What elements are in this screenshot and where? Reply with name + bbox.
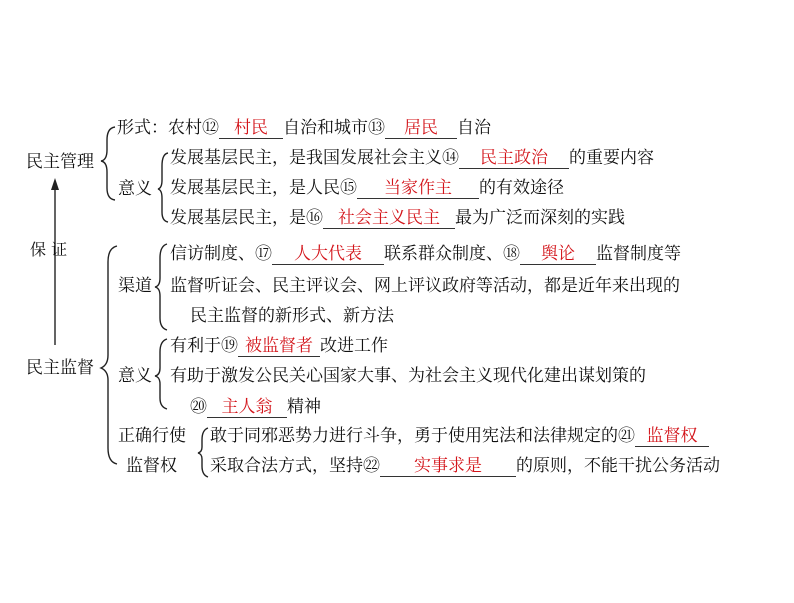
zhengque-label-2: 监督权 bbox=[126, 456, 177, 476]
zhengque-label-1: 正确行使 bbox=[118, 426, 186, 446]
baozheng-label: 保 证 bbox=[30, 240, 68, 259]
answer-18: 舆论 bbox=[520, 245, 596, 265]
qudao-label: 渠道 bbox=[118, 276, 152, 296]
guanli-yiyi-line1 bbox=[170, 148, 654, 169]
xingshi-post: 自治 bbox=[457, 118, 491, 138]
qudao-line3: 民主监督的新形式、新方法 bbox=[190, 306, 394, 326]
jiandu-yiyi-l1-pre: 有利于⑲ bbox=[170, 336, 238, 356]
qudao-line1 bbox=[170, 244, 681, 265]
brace-jiandu bbox=[101, 246, 117, 464]
xingshi-row bbox=[117, 118, 491, 139]
guanli-yiyi-line3 bbox=[170, 208, 625, 229]
xingshi-pre: 农村⑫ bbox=[168, 118, 219, 138]
zhengque-l2-post: 的原则，不能干扰公务活动 bbox=[516, 456, 720, 476]
minzhu-jiandu-label: 民主监督 bbox=[26, 358, 94, 378]
jiandu-yiyi-label: 意义 bbox=[118, 366, 152, 386]
answer-21: 监督权 bbox=[635, 427, 709, 447]
guanli-yiyi-label: 意义 bbox=[118, 179, 152, 199]
guanli-yiyi-l3-post: 最为广泛而深刻的实践 bbox=[455, 208, 625, 228]
answer-12: 村民 bbox=[219, 119, 283, 139]
guanli-yiyi-l1-post: 的重要内容 bbox=[569, 148, 654, 168]
answer-14: 民主政治 bbox=[459, 149, 569, 169]
jiandu-yiyi-line1 bbox=[170, 336, 388, 357]
jiandu-yiyi-line3 bbox=[190, 397, 321, 418]
brace-zhengque bbox=[198, 428, 208, 477]
zhengque-l1-pre: 敢于同邪恶势力进行斗争，勇于使用宪法和法律规定的㉑ bbox=[210, 426, 635, 446]
xingshi-label: 形式： bbox=[117, 118, 168, 138]
zhengque-l2-pre: 采取合法方式，坚持㉒ bbox=[210, 456, 380, 476]
guanli-yiyi-l3-pre: 发展基层民主，是⑯ bbox=[170, 208, 323, 228]
answer-16: 社会主义民主 bbox=[323, 209, 455, 229]
answer-17: 人大代表 bbox=[272, 245, 384, 265]
jiandu-yiyi-l1-post: 改进工作 bbox=[320, 336, 388, 356]
jiandu-yiyi-line2: 有助于激发公民关心国家大事、为社会主义现代化建出谋划策的 bbox=[170, 366, 646, 386]
jiandu-yiyi-l3-pre: ⑳ bbox=[190, 397, 207, 417]
zhengque-line2 bbox=[210, 456, 720, 477]
guanli-yiyi-l2-pre: 发展基层民主，是人民⑮ bbox=[170, 178, 357, 198]
brace-guanli bbox=[101, 127, 115, 200]
xingshi-mid: 自治和城市⑬ bbox=[283, 118, 385, 138]
answer-22: 实事求是 bbox=[380, 457, 516, 477]
zhengque-line1 bbox=[210, 426, 709, 447]
arrow-head bbox=[51, 178, 59, 190]
guanli-yiyi-line2 bbox=[170, 178, 564, 199]
minzhu-guanli-label: 民主管理 bbox=[26, 152, 94, 172]
brace-jiandu-yiyi bbox=[155, 339, 167, 409]
answer-13: 居民 bbox=[385, 119, 457, 139]
qudao-l1-post: 监督制度等 bbox=[596, 244, 681, 264]
qudao-line2: 监督听证会、民主评议会、网上评议政府等活动，都是近年来出现的 bbox=[170, 276, 680, 296]
answer-15: 当家作主 bbox=[357, 179, 479, 199]
answer-20: 主人翁 bbox=[207, 398, 287, 418]
brace-guanli-yiyi bbox=[158, 153, 168, 222]
jiandu-yiyi-l3-post: 精神 bbox=[287, 397, 321, 417]
guanli-yiyi-l1-pre: 发展基层民主，是我国发展社会主义⑭ bbox=[170, 148, 459, 168]
brace-qudao bbox=[155, 244, 167, 330]
guanli-yiyi-l2-post: 的有效途径 bbox=[479, 178, 564, 198]
answer-19: 被监督者 bbox=[238, 337, 320, 357]
qudao-l1-mid: 联系群众制度、⑱ bbox=[384, 244, 520, 264]
qudao-l1-pre: 信访制度、⑰ bbox=[170, 244, 272, 264]
